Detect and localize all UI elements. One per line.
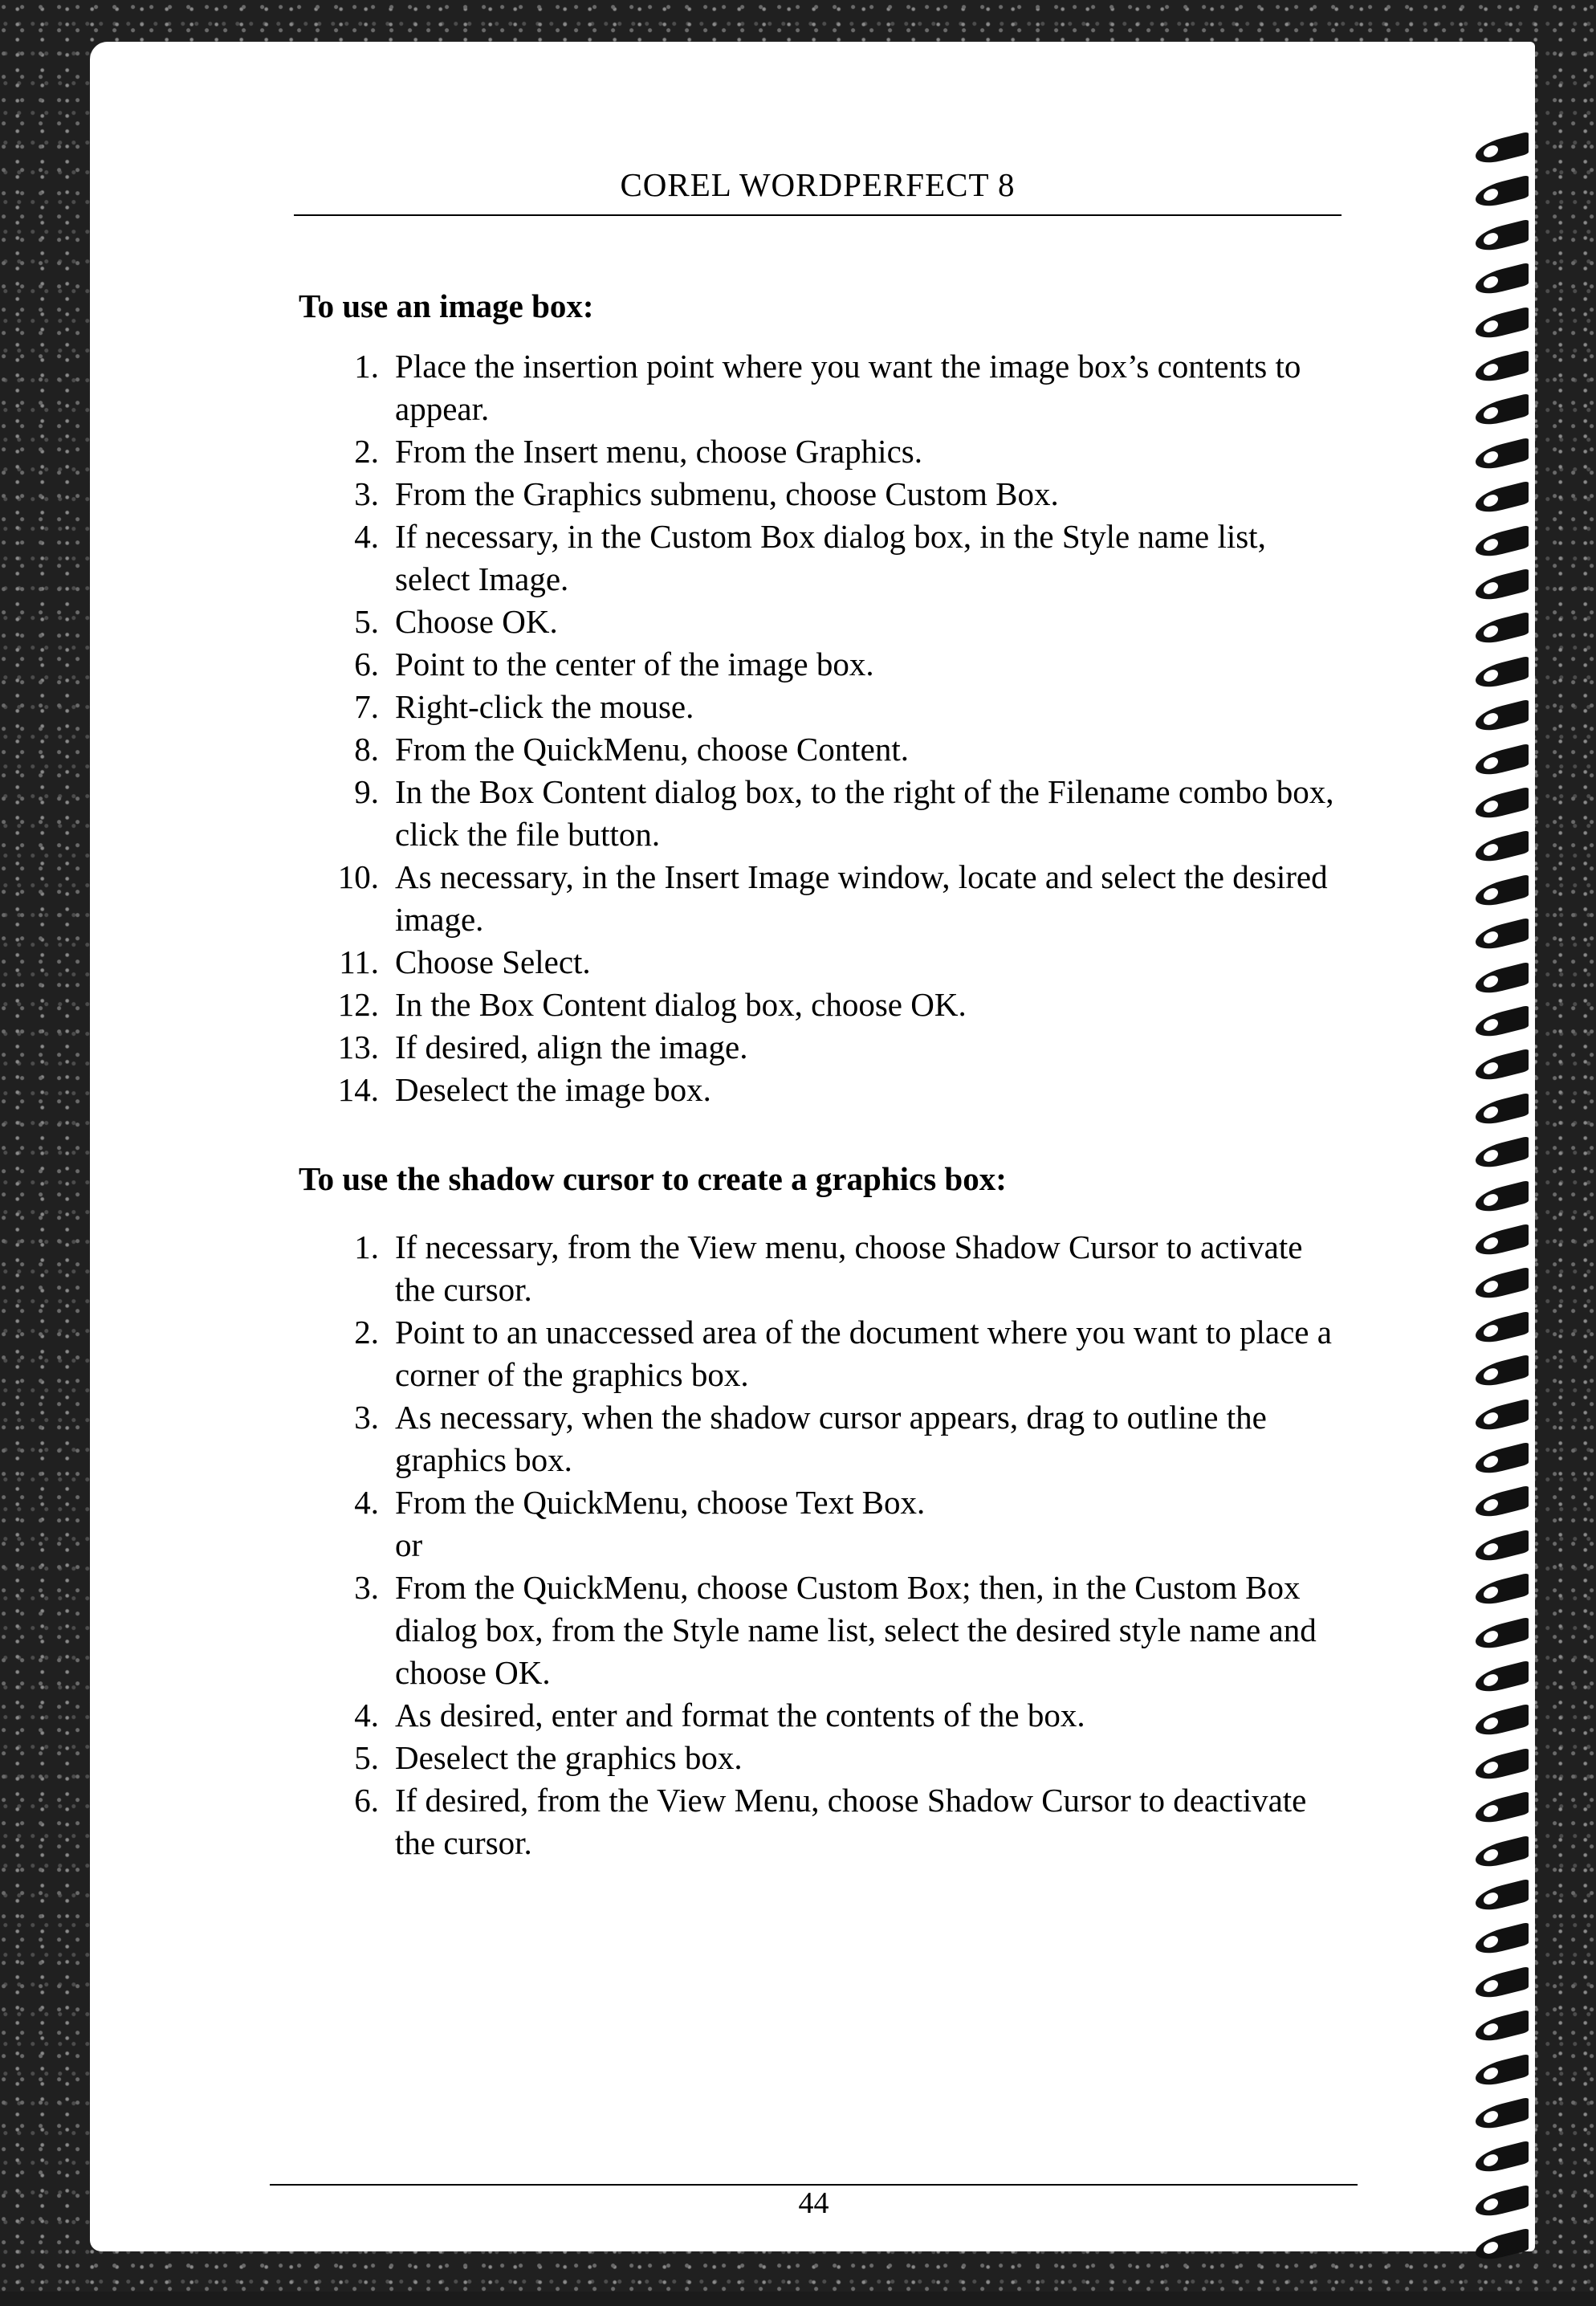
binding-coil [1476,219,1529,255]
binding-coil [1476,1224,1529,1259]
binding-coil [1476,263,1529,298]
binding-coil [1476,306,1529,341]
section-title-image-box: To use an image box: [299,287,594,324]
step-text: If necessary, from the View menu, choose Shadow Cursor to activate the cursor. [395,1228,1303,1308]
step-text: From the Insert menu, choose Graphics. [395,433,922,470]
step-item [299,1396,1342,1481]
binding-coil [1476,1093,1529,1128]
binding-coil [1476,1660,1529,1696]
step-text: Deselect the graphics box. [395,1739,743,1776]
step-text: Point to the center of the image box. [395,646,874,682]
binding-coil [1476,1966,1529,2002]
step-number: 4. [354,1697,379,1734]
step-item [299,941,1342,984]
step-text: Point to an unaccessed area of the document where you want to place a corner of the graphics box. [395,1314,1332,1393]
binding-coil [1476,743,1529,778]
page-number: 44 [798,2186,829,2220]
step-number: 6. [354,646,379,682]
step-item [299,473,1342,515]
page-header: COREL WORDPERFECT 8 [620,166,1016,203]
step-item [299,643,1342,686]
step-number: 1. [354,1228,379,1265]
binding-coil [1476,1049,1529,1084]
step-item [299,856,1342,941]
step-text: From the QuickMenu, choose Custom Box; then, in the Custom Box dialog box, from the Style name list, select the desired style name and choose OK. [395,1569,1317,1691]
step-number: 2. [354,433,379,470]
binding-coil [1476,132,1529,167]
binding-coil [1476,656,1529,691]
binding-coil [1476,961,1529,996]
binding-coil [1476,175,1529,210]
binding-coil [1476,1704,1529,1739]
step-number: 2. [354,1314,379,1351]
binding-coil [1476,1267,1529,1302]
step-item [299,430,1342,473]
binding-coil [1476,1616,1529,1652]
binding-coil [1476,918,1529,953]
binding-coil [1476,1136,1529,1171]
binding-coil [1476,1791,1529,1827]
binding-coil [1476,393,1529,429]
binding-coil [1476,1355,1529,1390]
step-number: 4. [354,1484,379,1521]
step-text: Deselect the image box. [395,1071,711,1108]
step-text: If desired, from the View Menu, choose Shadow Cursor to deactivate the cursor. [395,1782,1307,1861]
binding-coil [1476,1922,1529,1958]
step-number: 12. [337,986,379,1023]
binding-coil [1476,438,1529,473]
binding-coil [1476,1835,1529,1870]
step-item [299,515,1342,601]
step-text: As desired, enter and format the contents of the box. [395,1697,1085,1734]
step-item [299,1524,1342,1567]
step-item [299,771,1342,856]
step-text: Place the insertion point where you want the image box’s contents to appear. [395,348,1301,427]
step-text: From the QuickMenu, choose Content. [395,731,909,768]
spiral-binding [1464,138,1535,2306]
step-item [299,1567,1342,1694]
step-number: 5. [354,603,379,640]
step-item [299,1311,1342,1396]
binding-coil [1476,568,1529,604]
binding-coil [1476,481,1529,516]
binding-coil [1476,1005,1529,1041]
binding-coil [1476,350,1529,385]
step-number: 14. [337,1071,379,1108]
step-text: Right-click the mouse. [395,688,694,725]
step-number: 10. [337,858,379,895]
step-text: In the Box Content dialog box, choose OK. [395,986,967,1023]
step-item [299,1069,1342,1111]
binding-coil [1476,2185,1529,2220]
binding-coil [1476,1530,1529,1565]
binding-coil [1476,787,1529,822]
binding-coil [1476,830,1529,866]
step-item [299,1779,1342,1864]
step-number: 3. [354,1399,379,1436]
binding-coil [1476,612,1529,647]
step-number: 3. [354,1569,379,1606]
step-text: or [395,1526,423,1563]
binding-coil [1476,874,1529,910]
step-item [299,984,1342,1026]
step-text: Choose Select. [395,943,591,980]
binding-coil [1476,2228,1529,2263]
binding-coil [1476,2053,1529,2088]
binding-coil [1476,1879,1529,1914]
section-title-shadow-cursor: To use the shadow cursor to create a graphics box: [299,1160,1007,1197]
step-item [299,1694,1342,1737]
image-box-steps [299,345,1342,1111]
step-item [299,686,1342,728]
step-text: Choose OK. [395,603,558,640]
step-item [299,1026,1342,1069]
binding-coil [1476,524,1529,560]
binding-coil [1476,1485,1529,1521]
step-text: If desired, align the image. [395,1029,748,1065]
binding-coil [1476,2141,1529,2176]
step-number: 4. [354,518,379,555]
step-text: From the Graphics submenu, choose Custom Box. [395,475,1059,512]
step-number: 13. [337,1029,379,1065]
step-item [299,345,1342,430]
binding-coil [1476,1573,1529,1608]
step-text: In the Box Content dialog box, to the right of the Filename combo box, click the file button. [395,773,1334,853]
step-number: 3. [354,475,379,512]
step-number: 6. [354,1782,379,1819]
step-item [299,601,1342,643]
step-item [299,1226,1342,1311]
binding-coil [1476,1748,1529,1783]
step-number: 7. [354,688,379,725]
step-number: 8. [354,731,379,768]
step-item [299,728,1342,771]
binding-coil [1476,2010,1529,2045]
binding-coil [1476,1179,1529,1215]
shadow-cursor-steps [299,1226,1342,1864]
step-number: 11. [339,943,379,980]
step-text: From the QuickMenu, choose Text Box. [395,1484,926,1521]
header-divider [294,214,1342,216]
step-text: As necessary, in the Insert Image window, locate and select the desired image. [395,858,1328,938]
step-text: If necessary, in the Custom Box dialog box, in the Style name list, select Image. [395,518,1266,597]
step-text: As necessary, when the shadow cursor appears, drag to outline the graphics box. [395,1399,1267,1478]
binding-coil [1476,2097,1529,2133]
step-number: 9. [354,773,379,810]
step-item [299,1481,1342,1524]
binding-coil [1476,699,1529,735]
step-number: 5. [354,1739,379,1776]
binding-coil [1476,1442,1529,1477]
binding-coil [1476,1311,1529,1347]
step-number: 1. [354,348,379,385]
step-item [299,1737,1342,1779]
binding-coil [1476,1398,1529,1433]
